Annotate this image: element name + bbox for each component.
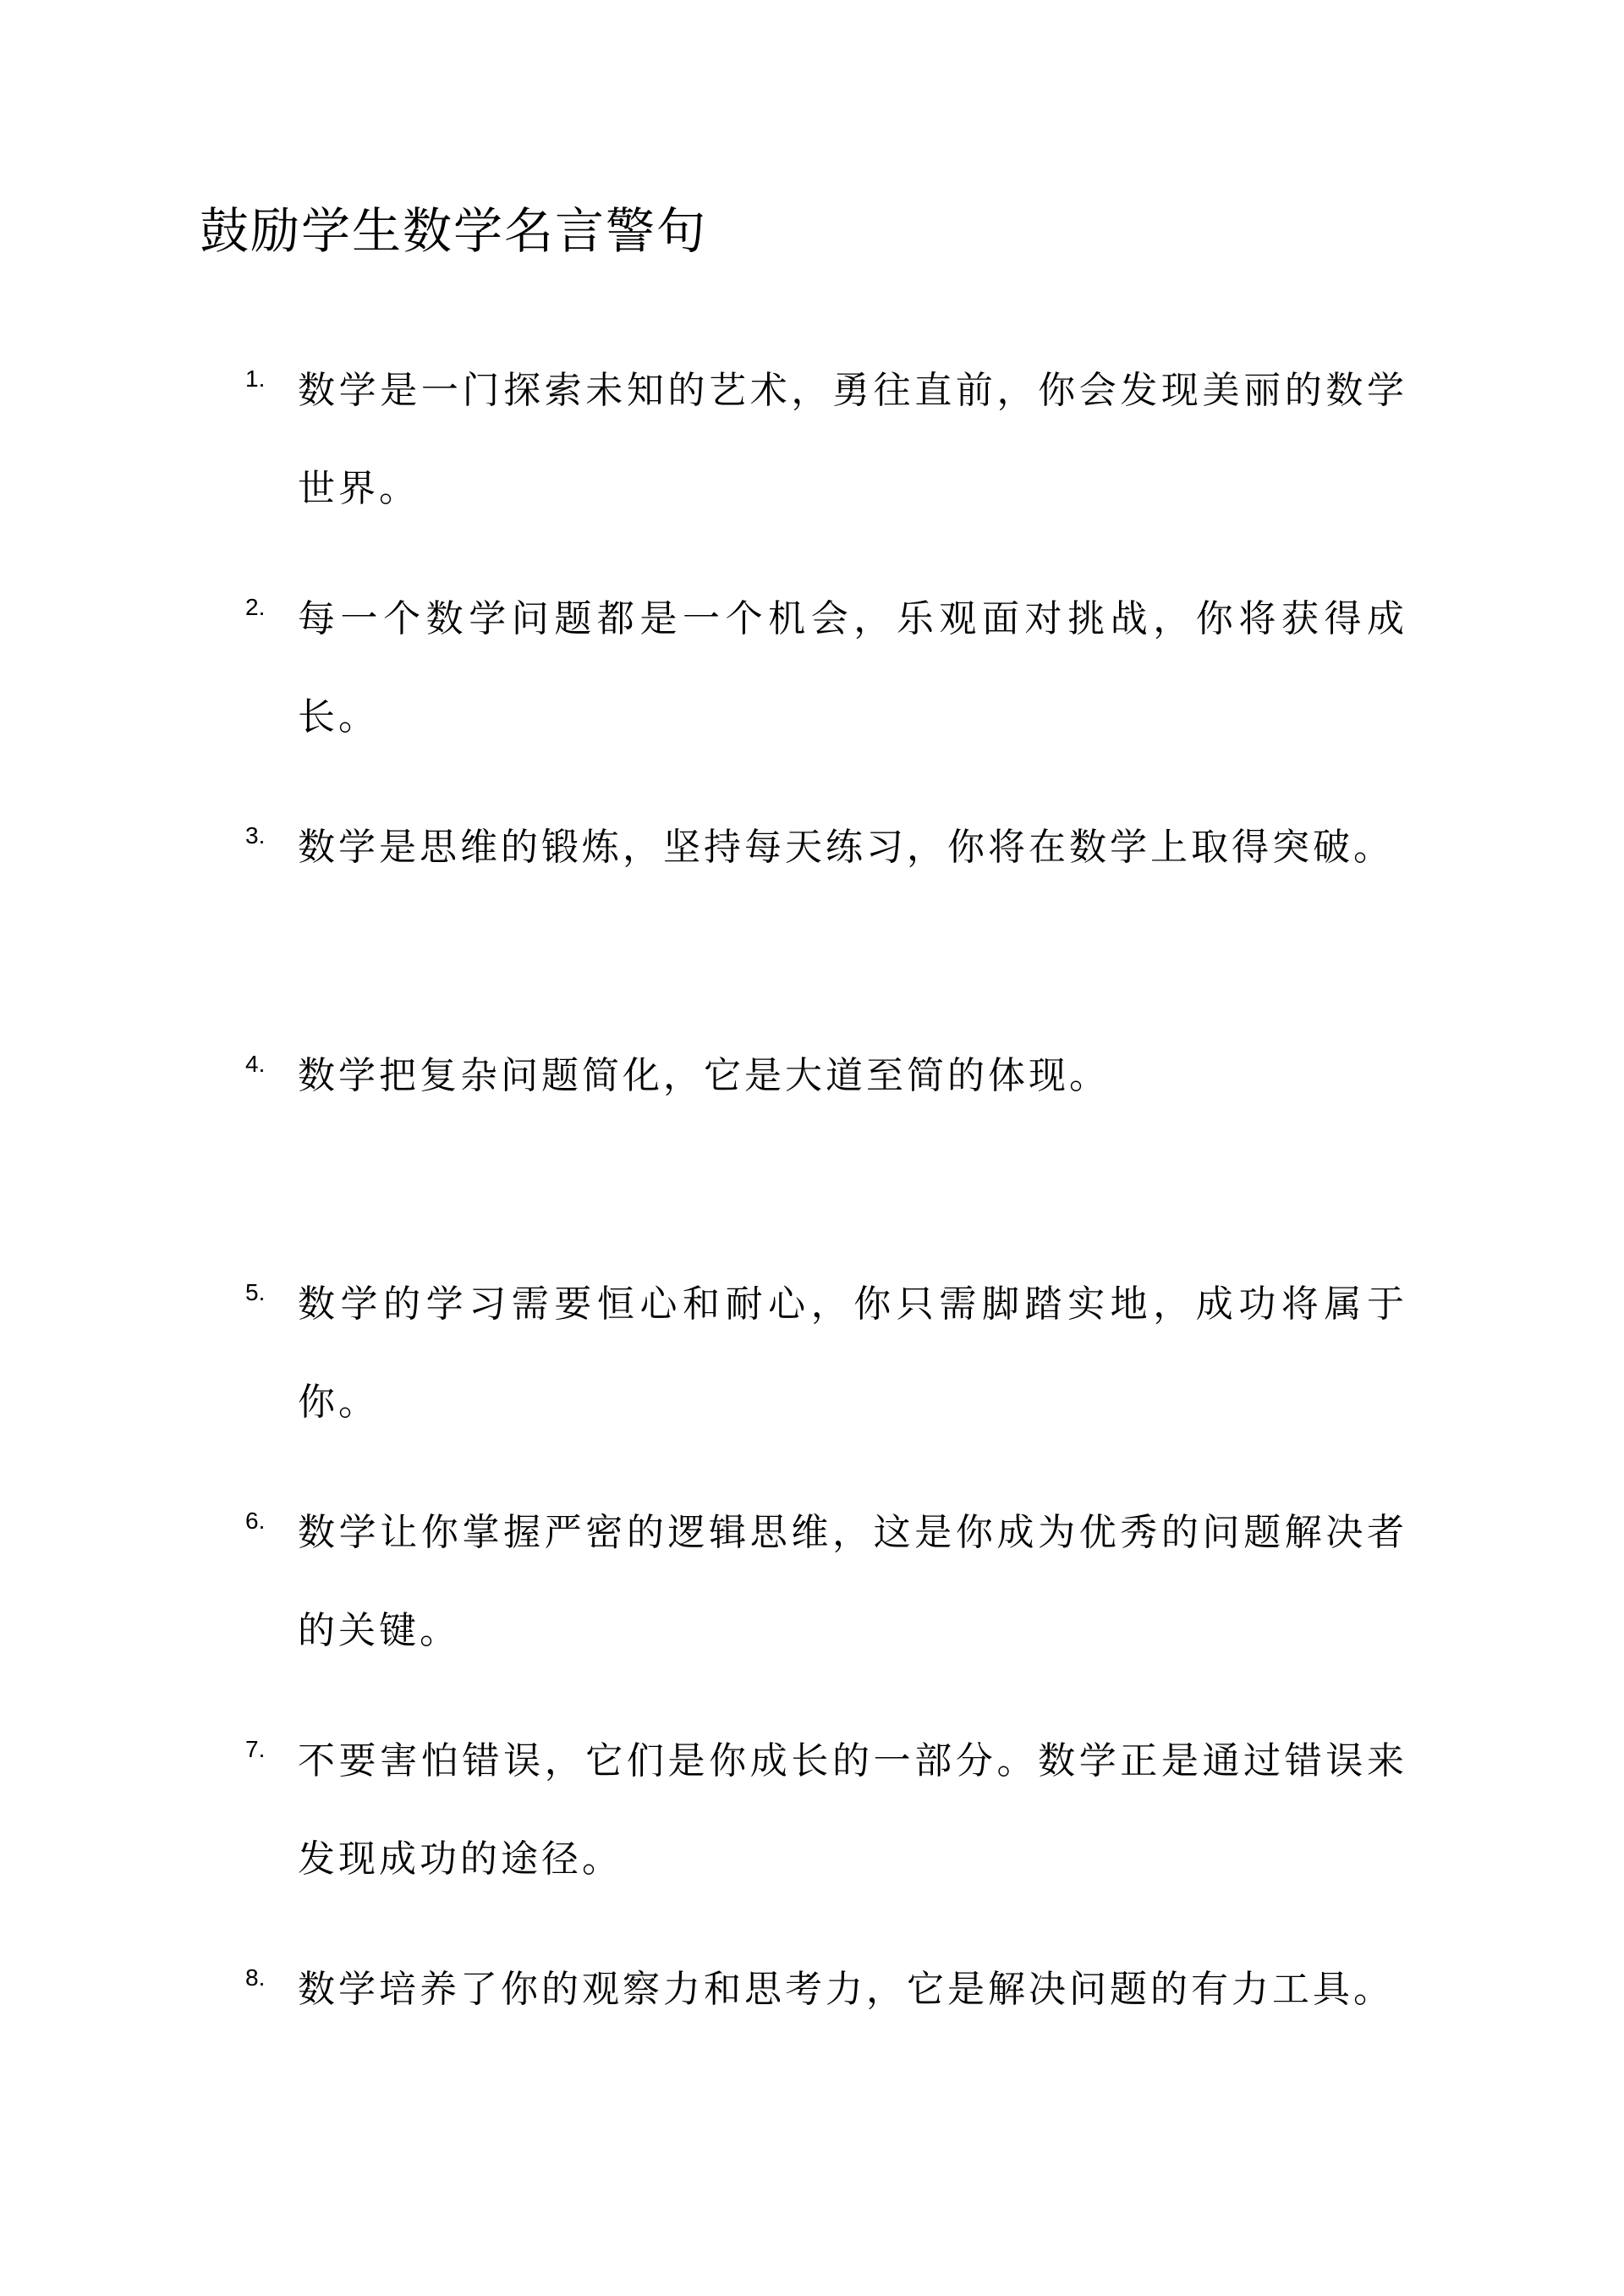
list-item-text: 数学的学习需要恒心和耐心，你只需脚踏实地，成功将属于你。 <box>298 1283 1407 1424</box>
list-item-number: 7. <box>245 1736 266 1762</box>
list-item <box>0 799 1624 1027</box>
list-item-number: 5. <box>245 1279 266 1305</box>
list-item-text: 数学把复杂问题简化，它是大道至简的体现。 <box>298 1054 1110 1097</box>
list-item <box>0 1712 1624 1941</box>
list-item-number: 8. <box>245 1964 266 1991</box>
list-item <box>0 1255 1624 1484</box>
list-item-text: 数学是思维的锻炼，坚持每天练习，你将在数学上取得突破。 <box>298 826 1394 869</box>
list-item-text: 数学培养了你的观察力和思考力，它是解决问题的有力工具。 <box>298 1968 1394 2011</box>
list-item <box>0 1027 1624 1255</box>
list-item-number: 4. <box>245 1051 266 1077</box>
list-item-number: 1. <box>245 365 266 392</box>
list-item-text: 数学让你掌握严密的逻辑思维，这是你成为优秀的问题解决者的关键。 <box>298 1511 1407 1652</box>
list-item-text: 不要害怕错误，它们是你成长的一部分。数学正是通过错误来发现成功的途径。 <box>298 1739 1407 1881</box>
list-item <box>0 1941 1624 2169</box>
list-item <box>0 342 1624 570</box>
list-item-number: 2. <box>245 594 266 620</box>
list-item-text: 每一个数学问题都是一个机会，乐观面对挑战，你将获得成长。 <box>298 597 1407 739</box>
list-item <box>0 570 1624 799</box>
document-title: 鼓励学生数学名言警句 <box>200 202 708 260</box>
list-item-number: 6. <box>245 1508 266 1534</box>
list-item-number: 3. <box>245 822 266 849</box>
quote-list <box>0 342 1624 2169</box>
list-item-text: 数学是一门探索未知的艺术，勇往直前，你会发现美丽的数学世界。 <box>298 369 1407 510</box>
list-item <box>0 1484 1624 1712</box>
